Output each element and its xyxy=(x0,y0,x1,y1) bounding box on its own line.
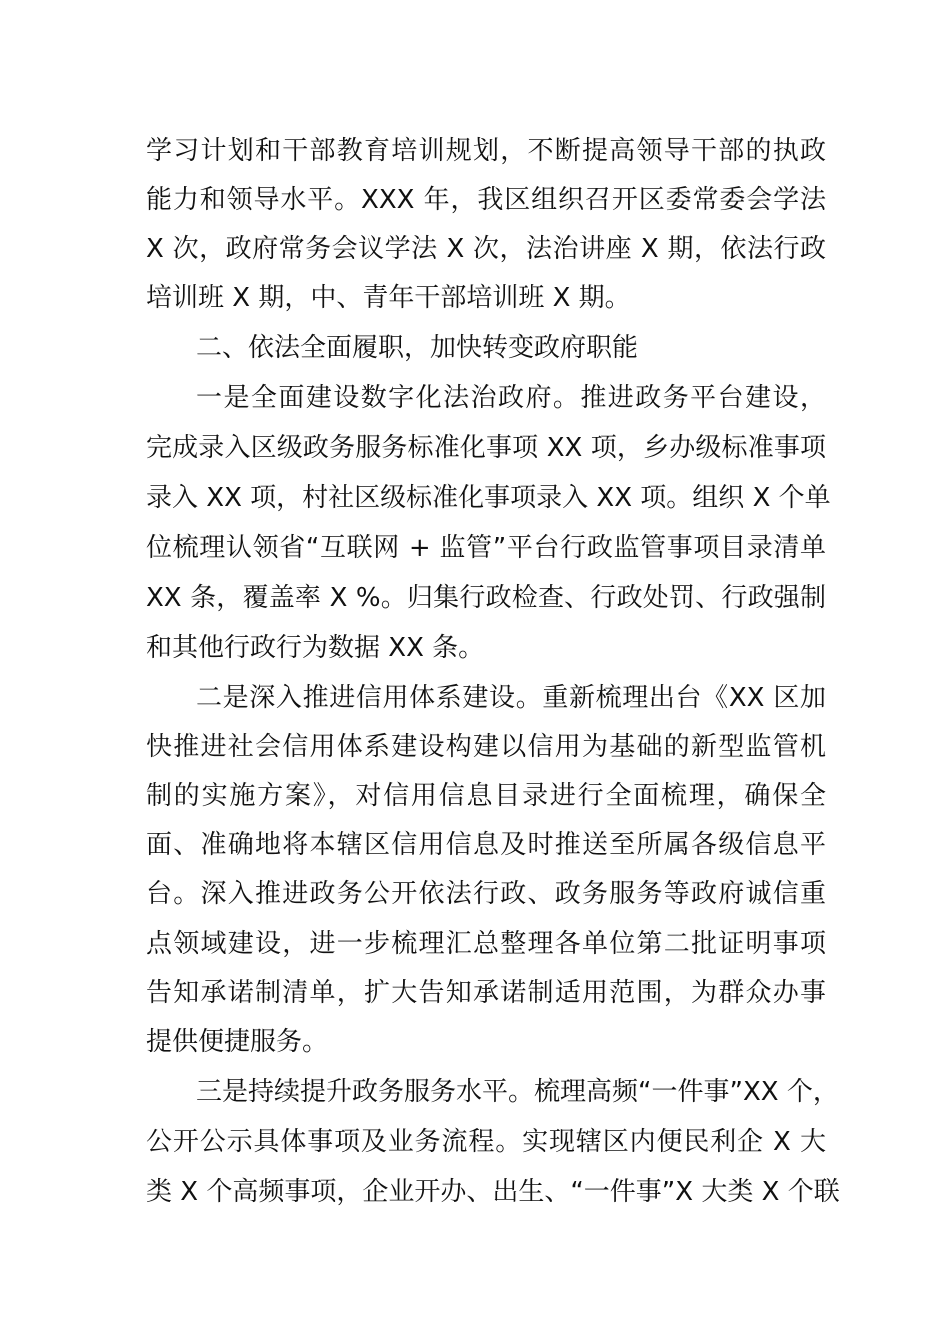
text-line: 一是全面建设数字化法治政府。推进政务平台建设， xyxy=(196,383,826,413)
text-line: 快推进社会信用体系建设构建以信用为基础的新型监管机 xyxy=(146,732,826,762)
text-line: 制的实施方案》，对信用信息目录进行全面梳理，确保全 xyxy=(146,781,826,811)
text-line: 完成录入区级政务服务标准化事项 XX 项，乡办级标准事项 xyxy=(146,433,826,463)
text-line: 提供便捷服务。 xyxy=(146,1027,329,1057)
text-line: 培训班 X 期，中、青年干部培训班 X 期。 xyxy=(146,283,631,313)
section-heading: 二、依法全面履职，加快转变政府职能 xyxy=(196,333,639,363)
text-line: 点领域建设，进一步梳理汇总整理各单位第二批证明事项 xyxy=(146,929,826,959)
text-line: 学习计划和干部教育培训规划，不断提高领导干部的执政 xyxy=(146,136,826,166)
text-line: X 次，政府常务会议学法 X 次，法治讲座 X 期，依法行政 xyxy=(146,234,826,264)
text-line: 三是持续提升政务服务水平。梳理高频“一件事”XX 个， xyxy=(196,1077,839,1107)
text-line: 二是深入推进信用体系建设。重新梳理出台《XX 区加 xyxy=(196,683,826,713)
text-line: 面、准确地将本辖区信用信息及时推送至所属各级信息平 xyxy=(146,830,826,860)
text-line: 类 X 个高频事项，企业开办、出生、“一件事”X 大类 X 个联 xyxy=(146,1177,840,1207)
text-line: 位梳理认领省“互联网 + 监管”平台行政监管事项目录清单 xyxy=(146,533,826,563)
text-line: 和其他行政行为数据 XX 条。 xyxy=(146,633,485,663)
text-line: 台。深入推进政务公开依法行政、政务服务等政府诚信重 xyxy=(146,879,826,909)
text-line: 能力和领导水平。XXX 年，我区组织召开区委常委会学法 xyxy=(146,185,826,215)
text-line: XX 条，覆盖率 X %。归集行政检查、行政处罚、行政强制 xyxy=(146,583,826,613)
text-line: 录入 XX 项，村社区级标准化事项录入 XX 项。组织 X 个单 xyxy=(146,483,831,513)
text-line: 公开公示具体事项及业务流程。实现辖区内便民利企 X 大 xyxy=(146,1127,826,1157)
text-line: 告知承诺制清单，扩大告知承诺制适用范围，为群众办事 xyxy=(146,978,826,1008)
